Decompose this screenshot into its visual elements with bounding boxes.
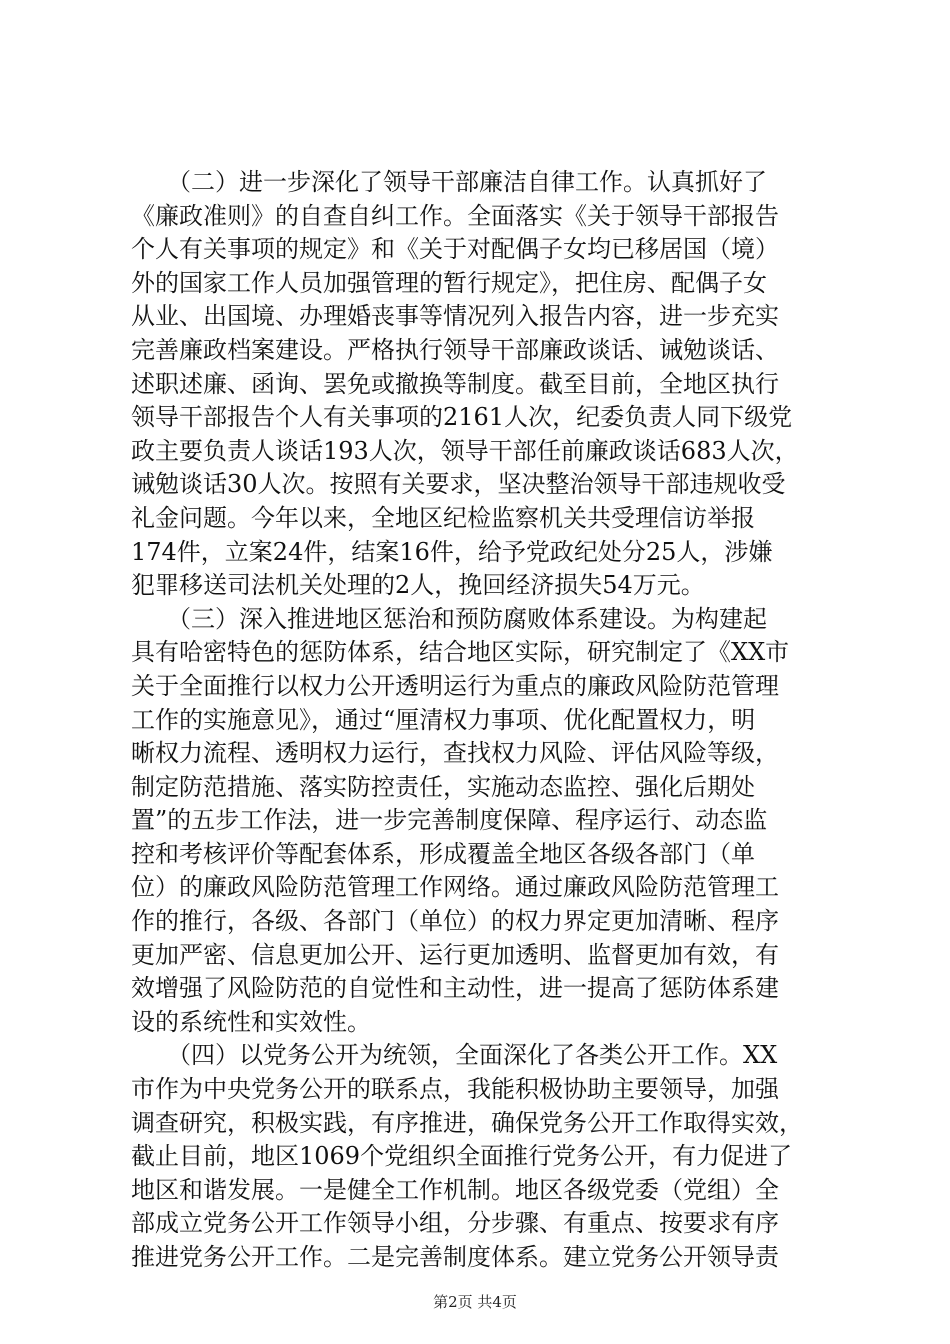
text-line: （三）深入推进地区惩治和预防腐败体系建设。为构建起 — [131, 604, 767, 633]
text-line: 地区和谐发展。一是健全工作机制。地区各级党委（党组）全 — [131, 1175, 779, 1204]
text-line: 晰权力流程、透明权力运行，查找权力风险、评估风险等级， — [131, 739, 779, 768]
text-line: 效增强了风险防范的自觉性和主动性，进一提高了惩防体系建 — [131, 974, 779, 1003]
text-line: 述职述廉、函询、罢免或撤换等制度。截至目前，全地区执行 — [131, 369, 779, 398]
text-line: 关于全面推行以权力公开透明运行为重点的廉政风险防范管理 — [131, 671, 779, 700]
text-line: 置”的五步工作法，进一步完善制度保障、程序运行、动态监 — [131, 806, 768, 835]
text-line: 制定防范措施、落实防控责任，实施动态监控、强化后期处 — [131, 772, 755, 801]
text-line: 完善廉政档案建设。严格执行领导干部廉政谈话、诫勉谈话、 — [131, 335, 779, 364]
text-line: 诫勉谈话30人次。按照有关要求，坚决整治领导干部违规收受 — [131, 470, 786, 499]
text-line: 个人有关事项的规定》和《关于对配偶子女均已移居国（境） — [131, 235, 779, 264]
text-line: 位）的廉政风险防范管理工作网络。通过廉政风险防范管理工 — [131, 873, 779, 902]
text-line: 设的系统性和实效性。 — [131, 1007, 371, 1036]
text-line: 礼金问题。今年以来，全地区纪检监察机关共受理信访举报 — [131, 503, 755, 532]
text-line: 领导干部报告个人有关事项的2161人次，纪委负责人同下级党 — [131, 403, 793, 432]
text-line: 截止目前，地区1069个党组织全面推行党务公开，有力促进了 — [131, 1142, 793, 1171]
text-line: （四）以党务公开为统领，全面深化了各类公开工作。XX — [131, 1041, 778, 1070]
page-number-footer: 第2页 共4页 — [433, 1293, 517, 1311]
document-body — [131, 166, 831, 1275]
text-line: 推进党务公开工作。二是完善制度体系。建立党务公开领导责 — [131, 1243, 779, 1271]
text-line: 政主要负责人谈话193人次，领导干部任前廉政谈话683人次， — [131, 436, 799, 465]
text-line: 工作的实施意见》，通过“厘清权力事项、优化配置权力，明 — [131, 705, 756, 734]
text-line: 外的国家工作人员加强管理的暂行规定》，把住房、配偶子女 — [131, 268, 767, 297]
text-line: 作的推行，各级、各部门（单位）的权力界定更加清晰、程序 — [131, 907, 779, 936]
text-line: 调查研究，积极实践，有序推进，确保党务公开工作取得实效， — [131, 1108, 803, 1137]
text-line: 市作为中央党务公开的联系点，我能积极协助主要领导，加强 — [131, 1075, 779, 1104]
text-line: 174件，立案24件，结案16件，给予党政纪处分25人，涉嫌 — [131, 537, 773, 566]
text-line: 更加严密、信息更加公开、运行更加透明、监督更加有效，有 — [131, 940, 779, 969]
text-line: 《廉政准则》的自查自纠工作。全面落实《关于领导干部报告 — [131, 201, 779, 230]
text-line: （二）进一步深化了领导干部廉洁自律工作。认真抓好了 — [131, 168, 767, 196]
text-line: 犯罪移送司法机关处理的2人，挽回经济损失54万元。 — [131, 571, 705, 600]
text-line: 具有哈密特色的惩防体系，结合地区实际，研究制定了《XX市 — [131, 638, 790, 667]
text-line: 控和考核评价等配套体系，形成覆盖全地区各级各部门（单 — [131, 839, 755, 868]
text-line: 部成立党务公开工作领导小组，分步骤、有重点、按要求有序 — [131, 1209, 779, 1238]
text-line: 从业、出国境、办理婚丧事等情况列入报告内容，进一步充实 — [131, 302, 779, 331]
